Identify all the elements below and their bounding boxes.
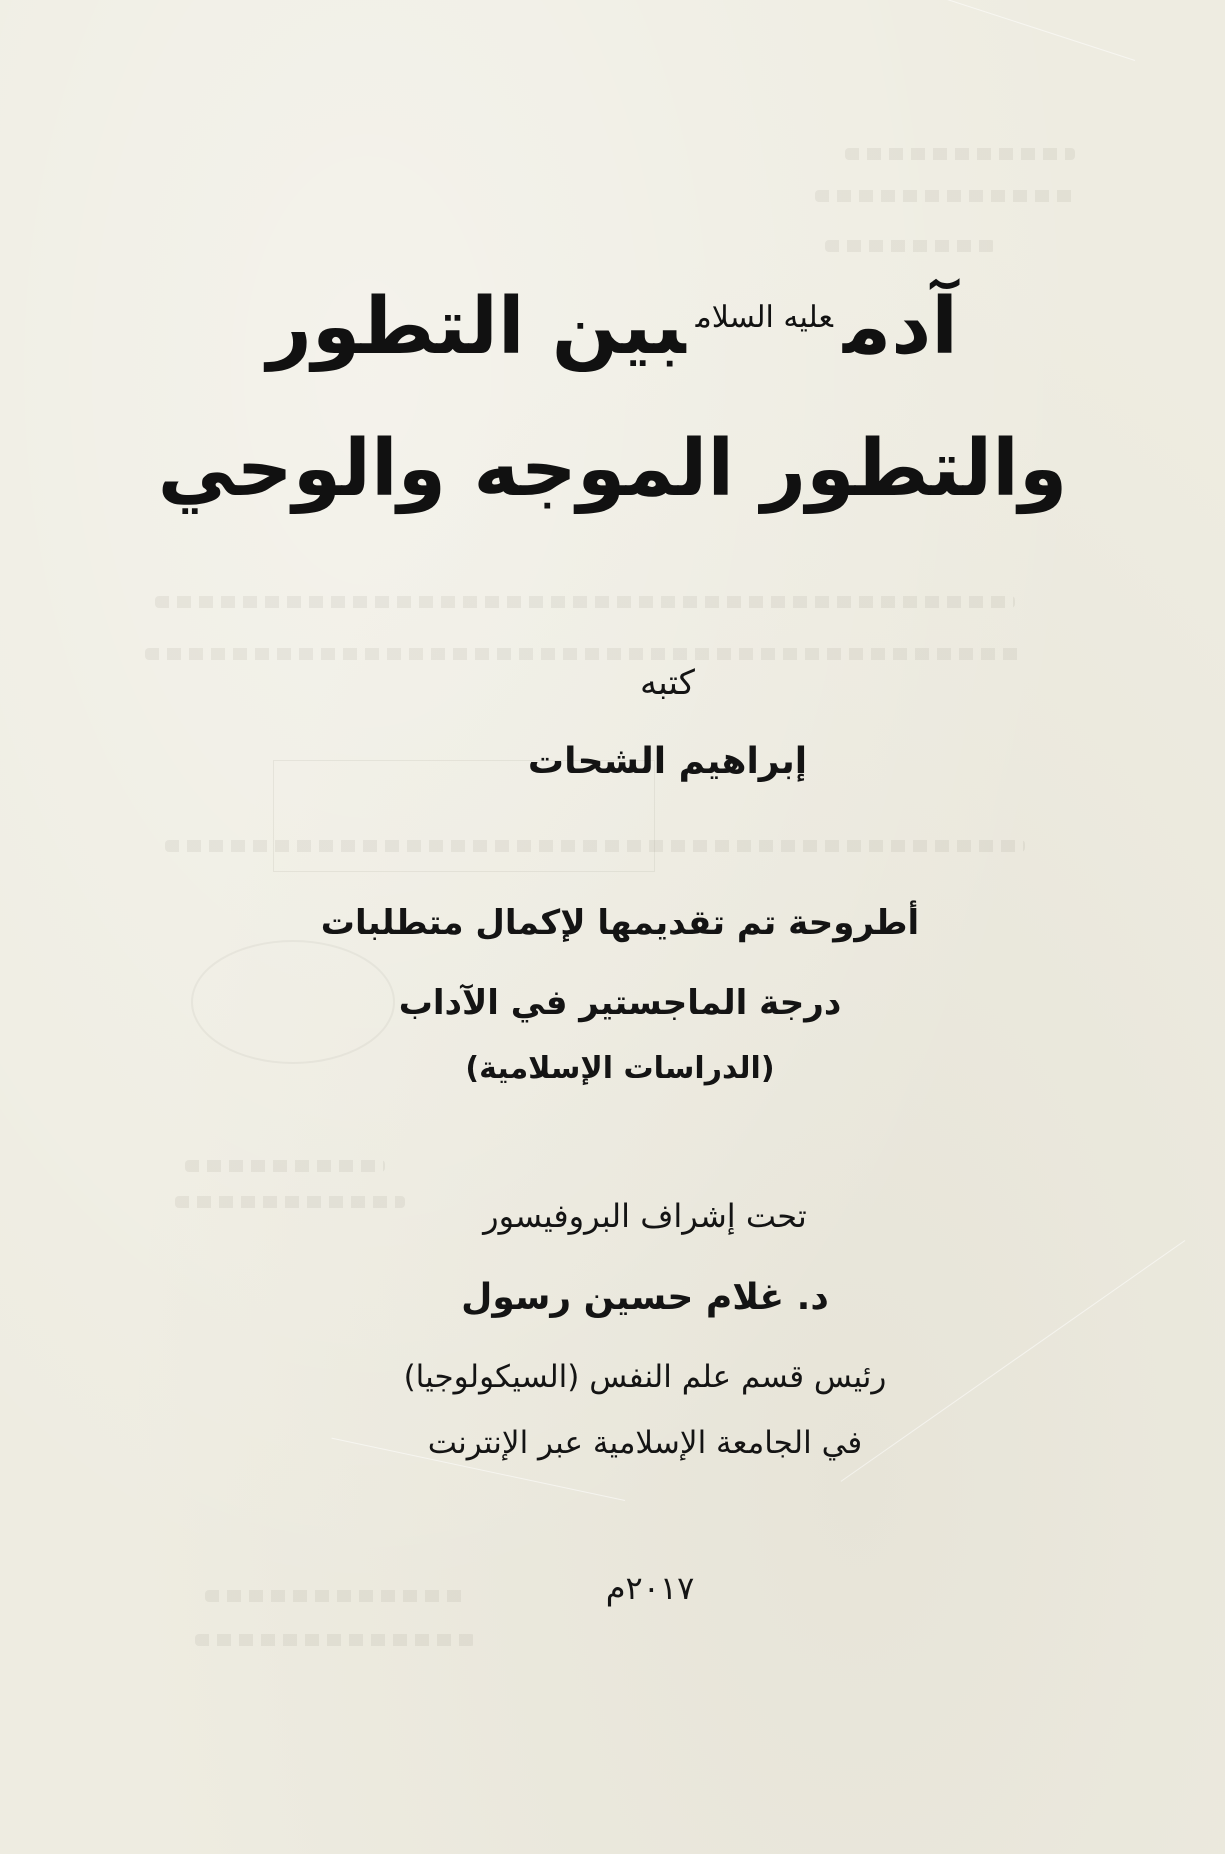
author-name: إبراهيم الشحات: [527, 741, 808, 782]
supervisor-label: تحت إشراف البروفيسور: [483, 1197, 807, 1235]
book-title-line-2: والتطور الموجه والوحي: [157, 424, 1068, 514]
thesis-description-line-2: درجة الماجستير في الآداب: [398, 983, 842, 1023]
thesis-field: (الدراسات الإسلامية): [465, 1051, 775, 1086]
show-through-mark: [155, 596, 1015, 608]
honorific-glyph: عليه السلام: [695, 300, 833, 335]
thesis-description-line-1: أطروحة تم تقديمها لإكمال متطلبات: [320, 903, 920, 943]
title-word-adam: آدم: [842, 282, 959, 372]
show-through-mark: [845, 148, 1075, 160]
show-through-mark: [145, 648, 1025, 660]
show-through-mark: [195, 1634, 475, 1646]
publication-year: ٢٠١٧م: [605, 1569, 695, 1607]
book-title-line-1: [0, 282, 1225, 372]
paper-crease: [888, 0, 1136, 61]
author-label: كتبه: [640, 663, 695, 703]
supervisor-institution: في الجامعة الإسلامية عبر الإنترنت: [427, 1425, 863, 1461]
show-through-mark: [815, 190, 1075, 202]
supervisor-position: رئيس قسم علم النفس (السيكولوجيا): [403, 1359, 887, 1395]
supervisor-name: د. غلام حسين رسول: [461, 1277, 829, 1318]
show-through-mark: [825, 240, 995, 252]
show-through-mark: [185, 1160, 385, 1172]
title-line-1-rest: بين التطور: [266, 282, 686, 372]
